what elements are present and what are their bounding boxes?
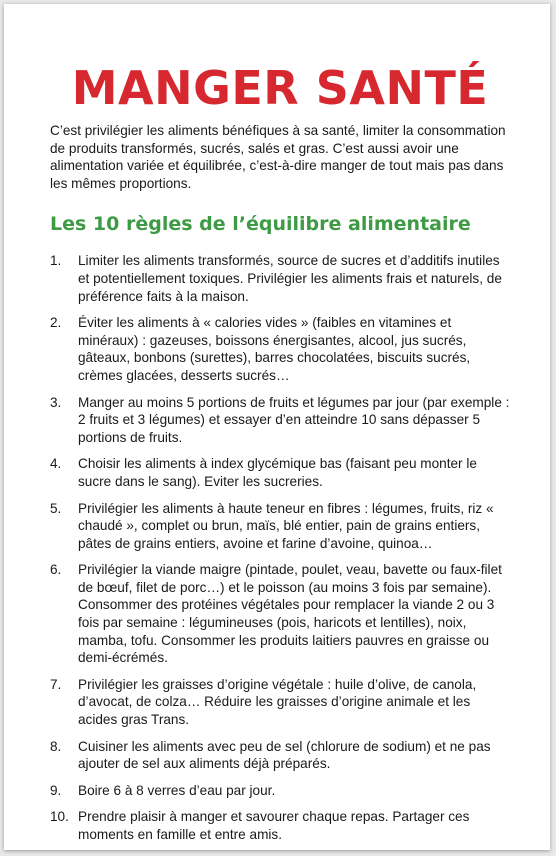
list-item-number: 8.	[50, 738, 62, 754]
list-item-number: 10.	[50, 809, 69, 825]
list-item	[50, 314, 510, 384]
list-item-text: Privilégier la viande maigre (pintade, poulet, veau, bavette ou faux-filet de bœuf, filet de porc…) et le poisson (au moins 3 fois par semaine). Consommer des protéines végétales pour remplacer la viande 2 ou 3 fois par semaine : légumineuses (pois, haricots et lentilles), noix, mamba, tofu. Consommer les produits laitiers pauvres en graisse ou demi-écrémés.	[78, 562, 502, 666]
list-item-text: Cuisiner les aliments avec peu de sel (chlorure de sodium) et ne pas ajouter de sel aux aliments déjà préparés.	[78, 738, 491, 772]
list-item	[50, 738, 510, 773]
rules-list	[50, 252, 510, 843]
list-item	[50, 561, 510, 667]
list-item-text: Privilégier les aliments à haute teneur en fibres : légumes, fruits, riz « chaudé », complet ou brun, maïs, blé entier, pain de grains entiers, pâtes de grains entiers, avoine et farine d’avoine, quinoa…	[78, 500, 494, 551]
list-item-number: 1.	[50, 253, 62, 269]
list-item-number: 2.	[50, 315, 62, 331]
section-heading: Les 10 règles de l’équilibre alimentaire	[50, 213, 471, 236]
list-item-number: 9.	[50, 782, 62, 798]
list-item	[50, 808, 510, 843]
list-item	[50, 394, 510, 447]
list-item-text: Manger au moins 5 portions de fruits et légumes par jour (par exemple : 2 fruits et 3 légumes) et essayer d’en atteindre 10 sans dépasser 5 portions de fruits.	[78, 394, 510, 445]
intro-paragraph: C’est privilégier les aliments bénéfiques à sa santé, limiter la consommation de produits transformés, sucrés, salés et gras. C’est aussi avoir une alimentation variée et équilibrée, c’est-à-dire manger de tout mais pas dans les mêmes proportions.	[50, 123, 506, 191]
list-item	[50, 782, 510, 800]
list-item-number: 5.	[50, 500, 62, 516]
list-item-text: Limiter les aliments transformés, source de sucres et d’additifs inutiles et potentiellement toxiques. Privilégier les aliments frais et naturels, de préférence faits à la maison.	[78, 253, 502, 304]
list-item	[50, 455, 510, 490]
list-item-text: Choisir les aliments à index glycémique bas (faisant peu monter le sucre dans le sang). Eviter les sucreries.	[78, 456, 477, 489]
list-item	[50, 676, 510, 729]
list-item-number: 4.	[50, 456, 62, 472]
list-item-text: Privilégier les graisses d’origine végétale : huile d’olive, de canola, d’avocat, de colza… Réduire les graisses d’origine animale et les acides gras Trans.	[78, 676, 477, 728]
list-item-text: Éviter les aliments à « calories vides » (faibles en vitamines et minéraux) : gazeuses, boissons énergisantes, alcool, jus sucrés, gâteaux, bonbons (surettes), barres chocolatées, biscuits sucrés, crèmes glacées, desserts sucrés…	[78, 315, 471, 383]
list-item-number: 7.	[50, 676, 62, 692]
list-item	[50, 500, 510, 553]
list-item-number: 6.	[50, 562, 62, 578]
list-item-text: Prendre plaisir à manger et savourer chaque repas. Partager ces moments en famille et entre amis.	[78, 809, 470, 842]
list-item	[50, 252, 510, 305]
page-title: MANGER SANTÉ	[71, 61, 489, 115]
list-item-number: 3.	[50, 394, 62, 410]
list-item-text: Boire 6 à 8 verres d’eau par jour.	[78, 782, 276, 798]
document-page	[4, 4, 550, 850]
